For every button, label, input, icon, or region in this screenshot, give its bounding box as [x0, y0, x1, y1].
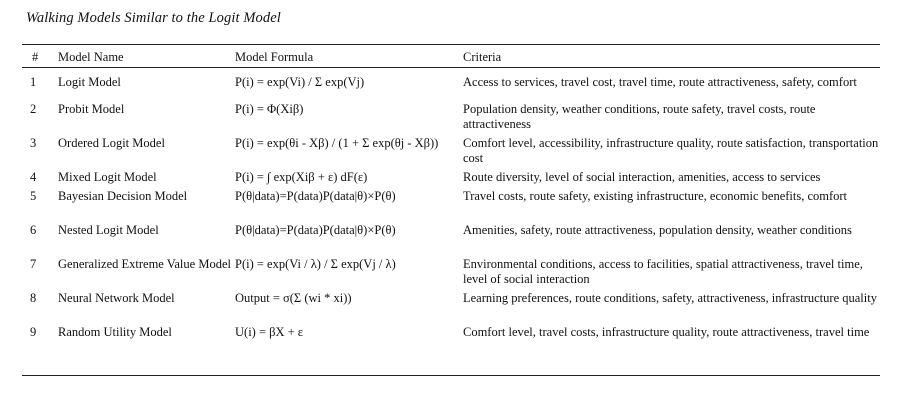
- header-criteria: Criteria: [463, 50, 502, 64]
- row-model-formula: P(i) = exp(Vi / λ) / Σ exp(Vj / λ): [235, 257, 396, 271]
- table-row: [22, 102, 880, 136]
- row-model-formula: P(θ|data)=P(data)P(data|θ)×P(θ): [235, 189, 396, 203]
- row-criteria: Environmental conditions, access to facilities, spatial attractiveness, travel time, level of social interaction: [463, 257, 863, 286]
- row-model-formula: P(i) = Φ(Xiβ): [235, 102, 304, 116]
- table-row: [22, 257, 880, 291]
- row-num: 9: [30, 325, 37, 339]
- row-model-name: Neural Network Model: [58, 291, 175, 305]
- table-row: [22, 223, 880, 257]
- table-row: [22, 325, 880, 359]
- row-model-name: Nested Logit Model: [58, 223, 159, 237]
- row-model-formula: P(i) = ∫ exp(Xiβ + ε) dF(ε): [235, 170, 368, 184]
- header-num: #: [32, 50, 39, 64]
- row-model-name: Random Utility Model: [58, 325, 172, 339]
- row-criteria: Population density, weather conditions, route safety, travel costs, route attractiveness: [463, 102, 816, 131]
- row-criteria: Comfort level, travel costs, infrastructure quality, route attractiveness, travel time: [463, 325, 870, 339]
- row-model-formula: U(i) = βX + ε: [235, 325, 304, 339]
- row-num: 4: [30, 170, 37, 184]
- table-row: [22, 170, 880, 189]
- row-num: 1: [30, 75, 37, 89]
- table-row: [22, 189, 880, 223]
- header-model-formula: Model Formula: [235, 50, 314, 64]
- row-num: 6: [30, 223, 37, 237]
- row-criteria: Access to services, travel cost, travel time, route attractiveness, safety, comfort: [463, 75, 857, 89]
- row-criteria: Comfort level, accessibility, infrastructure quality, route satisfaction, transportation cost: [463, 136, 879, 165]
- row-num: 5: [30, 189, 37, 203]
- row-model-name: Ordered Logit Model: [58, 136, 165, 150]
- table-caption: Walking Models Similar to the Logit Model: [26, 10, 281, 26]
- row-criteria: Travel costs, route safety, existing infrastructure, economic benefits, comfort: [463, 189, 848, 203]
- row-model-name: Logit Model: [58, 75, 121, 89]
- row-num: 8: [30, 291, 37, 305]
- row-criteria: Learning preferences, route conditions, safety, attractiveness, infrastructure quality: [463, 291, 877, 305]
- header-model-name: Model Name: [58, 50, 124, 64]
- row-model-formula: P(θ|data)=P(data)P(data|θ)×P(θ): [235, 223, 396, 237]
- header-row: [22, 45, 880, 68]
- row-model-name: Generalized Extreme Value Model: [58, 257, 231, 271]
- row-criteria: Amenities, safety, route attractiveness, population density, weather conditions: [463, 223, 852, 237]
- row-criteria: Route diversity, level of social interaction, amenities, access to services: [463, 170, 821, 184]
- row-model-name: Probit Model: [58, 102, 125, 116]
- row-num: 2: [30, 102, 37, 116]
- table-row: [22, 68, 880, 102]
- row-model-name: Bayesian Decision Model: [58, 189, 188, 203]
- models-table: [22, 45, 880, 359]
- table-row: [22, 291, 880, 325]
- row-model-formula: Output = σ(Σ (wi * xi)): [235, 291, 352, 305]
- table-row: [22, 136, 880, 170]
- row-model-name: Mixed Logit Model: [58, 170, 157, 184]
- row-num: 3: [30, 136, 37, 150]
- row-num: 7: [30, 257, 37, 271]
- bottom-rule: [22, 375, 880, 376]
- row-model-formula: P(i) = exp(θi - Xβ) / (1 + Σ exp(θj - Xβ)): [235, 136, 439, 150]
- row-model-formula: P(i) = exp(Vi) / Σ exp(Vj): [235, 75, 365, 89]
